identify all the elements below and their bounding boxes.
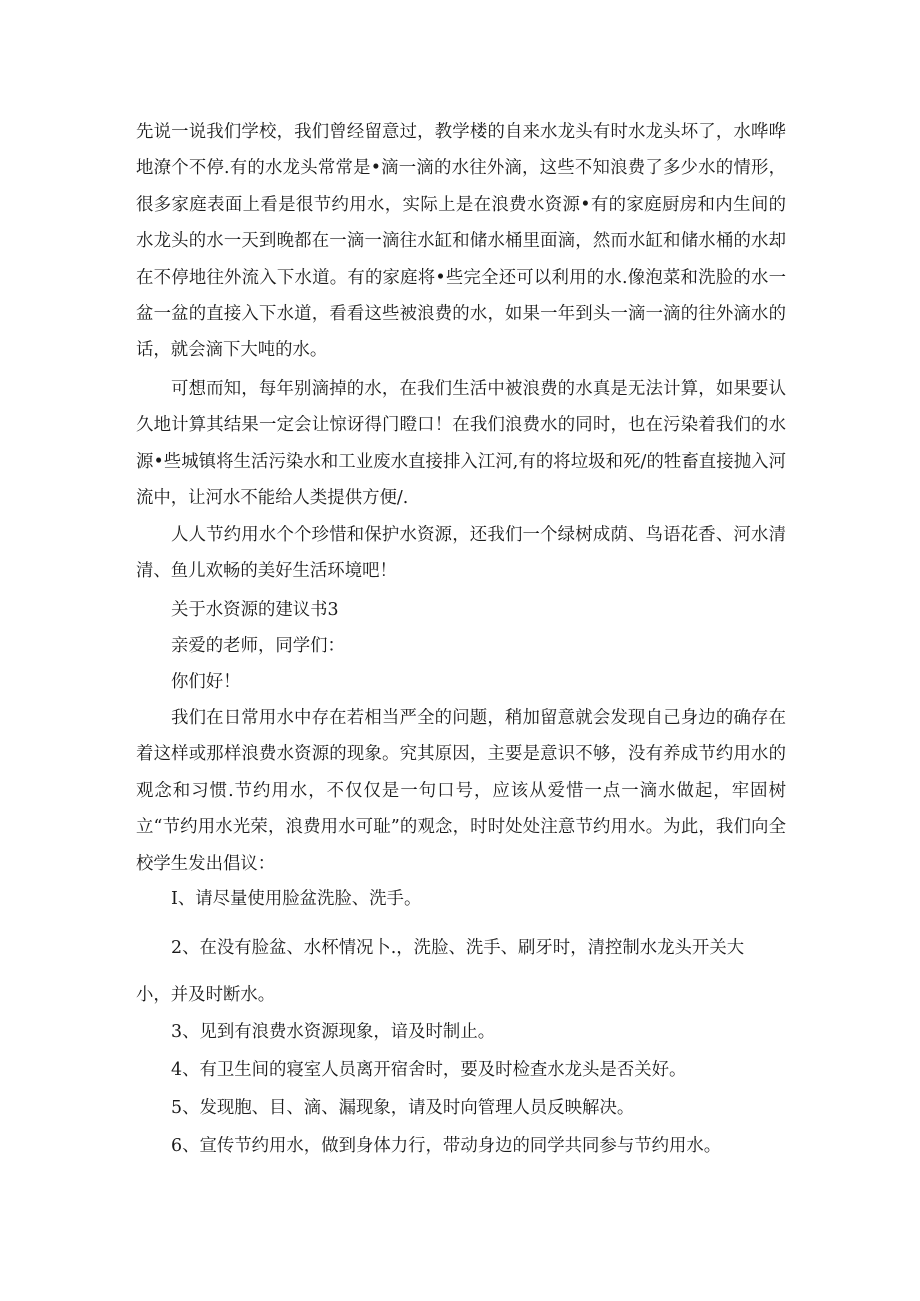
list-item-3: 3、见到有浪费水资源现象，谙及时制止。: [171, 1022, 496, 1042]
section-heading: 关于水资源的建议书3: [171, 600, 339, 620]
list-item-2: 2、在没有脸盆、水杯情况卜.，洗脸、洗手、刷牙时，清控制水龙头开关大: [171, 938, 745, 958]
greeting: 你们好！: [171, 672, 241, 692]
list-item-6: 6、宣传节约用水，做到身体力行，带动身边的同学共同参与节约用水。: [171, 1136, 722, 1156]
paragraph-water-pollution: 可想而知，每年别滴掉的水，在我们生活中被浪费的水真是无法计算，如果要认久地计算其结果一定会让惊讶得门瞪口！在我们浪费水的同时，也在污染着我们的水源•些城镇将生活污染水和工业废水直接排入江河,有的将垃圾和死/的牲畜直接抛入河流中，让河水不能给人类提供方便/.: [136, 379, 786, 509]
paragraph-call-to-action: 人人节约用水个个珍惜和保护水资源，还我们一个绿树成荫、鸟语花香、河水清清、鱼儿欢畅的美好生活环境吧！: [136, 525, 786, 582]
paragraph-school-water-waste: 先说一说我们学校，我们曾经留意过，教学楼的自来水龙头有时水龙头坏了，水哗哗地潦个不停.有的水龙头常常是•滴一滴的水往外滴，这些不知浪费了多少水的情形，很多家庭表面上看是很节约用水，实际上是在浪费水资源•有的家庭厨房和内生间的水龙头的水一天到晚都在一滴一滴往水缸和储水桶里面滴，然而水缸和储水桶的水却在不停地往外流入下水道。有的家庭将•些完全还可以利用的水.像泡菜和洗脸的水一盆一盆的直接入下水道，看看这些被浪费的水，如果一年到头一滴一滴的往外滴水的话，就会滴下大吨的水。: [136, 122, 786, 361]
paragraph-proposal-body: 我们在日常用水中存在若相当严全的问题，稍加留意就会发现自己身边的确存在着这样或那样浪费水资源的现象。究其原因，主要是意识不够，没有养成节约用水的观念和习惯.节约用水，不仅仅是一句口号，应该从爱惜一点一滴水做起，牢固树立“节约用水光荣，浪费用水可耻”的观念，时时处处注意节约用水。为此，我们向全校学生发出倡议：: [136, 708, 786, 874]
salutation: 亲爱的老师，同学们：: [171, 636, 345, 656]
list-item-1: I、请尽量使用脸盆洗脸、洗手。: [171, 889, 422, 909]
list-item-2-continuation: 小，并及时断水。: [136, 985, 276, 1005]
list-item-4: 4、有卫生间的寝室人员离开宿舍时，要及时检查水龙头是否关好。: [171, 1060, 687, 1080]
list-item-5: 5、发现胞、目、滴、漏现象，请及时向管理人员反映解决。: [171, 1098, 635, 1118]
